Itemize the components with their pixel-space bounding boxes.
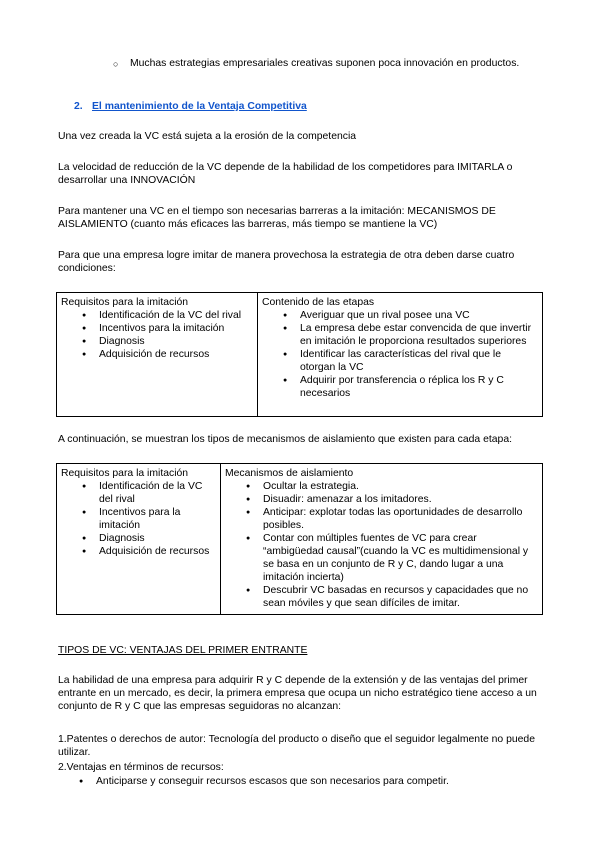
paragraph-barriers: Para mantener una VC en el tiempo son necesarias barreras a la imitación: MECANISMOS DE AISLAMIENTO (cuanto más eficaces las barreras, más tiempo se mantiene la VC) (58, 206, 496, 230)
intro-bullet-text: Muchas estrategias empresariales creativas suponen poca innovación en productos. (130, 58, 520, 69)
list-item: ● Descubrir VC basadas en recursos y capacidades que no sean móviles y que sean difíciles de imitar. (225, 584, 538, 610)
table2-right-cell (221, 464, 543, 615)
imitation-requirements-table (56, 292, 543, 417)
table1-left-list (61, 309, 253, 361)
table1-right-list (262, 309, 538, 400)
paragraph-velocity: La velocidad de reducción de la VC depende de la habilidad de los competidores para IMITARLA o desarrollar una INNOVACIÓN (58, 162, 513, 186)
paragraph-erosion: Una vez creada la VC está sujeta a la erosión de la competencia (58, 131, 357, 142)
list-item: ● Disuadir: amenazar a los imitadores. (225, 493, 538, 506)
paragraph-mechanisms-intro: A continuación, se muestran los tipos de mecanismos de aislamiento que existen para cada etapa: (58, 434, 512, 445)
paragraph-conditions: Para que una empresa logre imitar de manera provechosa la estrategia de otra deben darse cuatro condiciones: (58, 250, 515, 274)
section-2-heading[interactable] (74, 100, 307, 113)
first-mover-section-title: TIPOS DE VC: VENTAJAS DEL PRIMER ENTRANTE (58, 645, 308, 656)
table1-left-cell (57, 293, 258, 417)
list-item: ● Identificación de la VC del rival (61, 480, 216, 506)
list-item: ● Adquisición de recursos (61, 545, 216, 558)
list-item: ● Adquirir por transferencia o réplica los R y C necesarios (262, 374, 538, 400)
list-item: ● Contar con múltiples fuentes de VC para crear “ambigüedad causal”(cuando la VC es multidimensional y se basa en un conjunto de R y C, dando lugar a una imitación incierta) (225, 532, 538, 584)
table1-right-header: Contenido de las etapas (262, 297, 375, 308)
final-bullet-list (58, 775, 548, 788)
list-item: ● Adquisición de recursos (61, 348, 253, 361)
list-item: ● Diagnosis (61, 532, 216, 545)
table2-right-header: Mecanismos de aislamiento (225, 468, 354, 479)
list-item: ● Averiguar que un rival posee una VC (262, 309, 538, 322)
section-2-title: El mantenimiento de la Ventaja Competitiva (92, 101, 307, 112)
section-2-number: 2. (74, 101, 83, 112)
table2-left-list (61, 480, 216, 558)
list-item: ● Incentivos para la imitación (61, 322, 253, 335)
table1-left-header: Requisitos para la imitación (61, 297, 189, 308)
table2-left-cell (57, 464, 221, 615)
table2-right-list (225, 480, 538, 610)
list-item: ● Anticipar: explotar todas las oportunidades de desarrollo posibles. (225, 506, 538, 532)
numbered-item-1: 1.Patentes o derechos de autor: Tecnología del producto o diseño que el seguidor legalmente no puede utilizar. (58, 734, 535, 758)
numbered-item-2: 2.Ventajas en términos de recursos: (58, 762, 224, 773)
list-item: ● Ocultar la estrategia. (225, 480, 538, 493)
list-item: ● La empresa debe estar convencida de que invertir en imitación le proporciona resultados superiores (262, 322, 538, 348)
list-item: ● Incentivos para la imitación (61, 506, 216, 532)
hollow-bullet-icon: ○ (113, 59, 119, 69)
paragraph-first-mover: La habilidad de una empresa para adquirir R y C depende de la extensión y de las ventajas del primer entrante en un mercado, es decir, la primera empresa que ocupa un nicho estratégico tiene acceso a un conjunto de R y C que las empresas seguidoras no alcanzan: (58, 675, 537, 712)
isolation-mechanisms-table (56, 463, 543, 615)
table1-right-cell (258, 293, 543, 417)
table2-left-header: Requisitos para la imitación (61, 468, 189, 479)
list-item: ● Identificación de la VC del rival (61, 309, 253, 322)
list-item: ● Identificar las características del rival que le otorgan la VC (262, 348, 538, 374)
list-item: ● Anticiparse y conseguir recursos escasos que son necesarios para competir. (58, 775, 548, 788)
list-item: ● Diagnosis (61, 335, 253, 348)
